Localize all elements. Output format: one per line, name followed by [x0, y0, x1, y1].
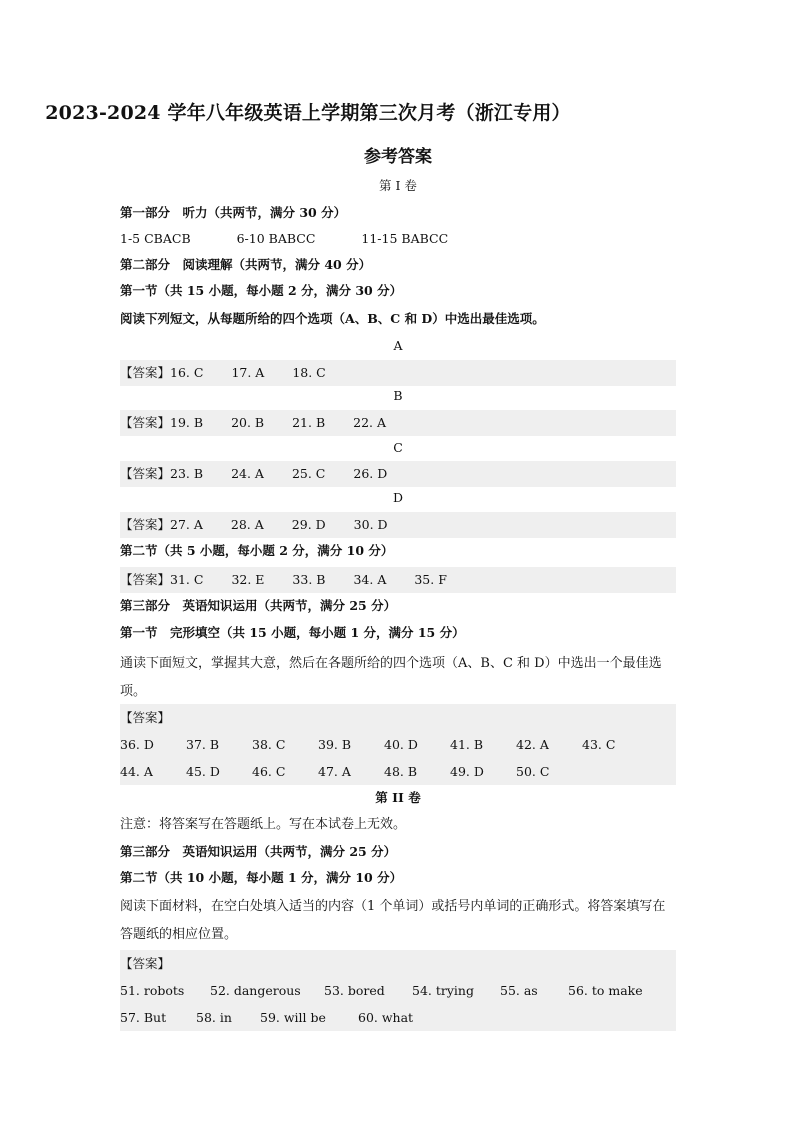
- answer-label: 【答案】: [120, 710, 171, 725]
- answer-item: 46. C: [252, 764, 286, 779]
- answer-item: 30. D: [353, 517, 388, 532]
- answer-item: 59. will be: [260, 1010, 326, 1025]
- answer-item: 28. A: [230, 517, 264, 532]
- answer-item: 21. B: [292, 415, 326, 430]
- answer-item: 37. B: [186, 737, 220, 752]
- note: 注意：将答案写在答题纸上。写在本试卷上无效。: [120, 817, 407, 832]
- cloze-heading: 第一节 完形填空（共 15 小题，每小题 1 分，满分 15 分）: [120, 625, 465, 640]
- passage-c-answers: [120, 461, 676, 487]
- section-2-heading: 第二节（共 5 小题，每小题 2 分，满分 10 分）: [120, 543, 394, 558]
- answer-item: 53. bored: [324, 983, 385, 998]
- answer-item: 35. F: [414, 572, 447, 587]
- volume-1-heading: 第 I 卷: [379, 178, 417, 193]
- listening-1-5: 1-5 CBACB: [120, 231, 191, 246]
- answer-item: 55. as: [500, 983, 538, 998]
- answer-item: 24. A: [231, 466, 264, 481]
- answer-item: 41. B: [450, 737, 484, 752]
- answer-item: 44. A: [120, 764, 153, 779]
- section-1-heading: 第一节（共 15 小题，每小题 2 分，满分 30 分）: [120, 283, 403, 298]
- part-3b-heading: 第三部分 英语知识运用（共两节，满分 25 分）: [120, 844, 397, 859]
- passage-letter-c: C: [393, 440, 403, 455]
- section-2b-heading: 第二节（共 10 小题，每小题 1 分，满分 10 分）: [120, 870, 403, 885]
- answer-item: 54. trying: [412, 983, 474, 998]
- answer-item: 16. C: [170, 365, 204, 380]
- answer-item: 57. But: [120, 1010, 167, 1025]
- fill-row-2: [120, 1004, 676, 1031]
- answer-item: 29. D: [291, 517, 326, 532]
- answer-item: 22. A: [353, 415, 387, 430]
- answer-item: 47. A: [318, 764, 351, 779]
- answer-item: 25. C: [291, 466, 326, 481]
- passage-letter-b: B: [393, 388, 403, 403]
- answer-item: 27. A: [170, 517, 203, 532]
- answer-item: 49. D: [450, 764, 484, 779]
- answer-label: 【答案】: [120, 517, 171, 532]
- answer-item: 26. D: [353, 466, 388, 481]
- subtitle: 参考答案: [364, 147, 432, 167]
- listening-answers: [120, 230, 676, 248]
- document-title: 2023-2024 学年八年级英语上学期第三次月考（浙江专用）: [45, 102, 571, 124]
- section-2-answers: [120, 567, 676, 593]
- passage-b-answers: [120, 410, 676, 436]
- answer-item: 58. in: [196, 1010, 232, 1025]
- fill-answers-block: [120, 950, 676, 1031]
- answer-item: 19. B: [170, 415, 204, 430]
- reading-instructions: 阅读下列短文，从每题所给的四个选项（A、B、C 和 D）中选出最佳选项。: [120, 311, 545, 326]
- cloze-row-2: [120, 758, 676, 785]
- passage-letter-d: D: [392, 490, 404, 505]
- fill-row-1: [120, 977, 676, 1004]
- cloze-row-1: [120, 731, 676, 758]
- fill-instructions: 阅读下面材料，在空白处填入适当的内容（1 个单词）或括号内单词的正确形式。将答案填写在答题纸的相应位置。: [120, 899, 666, 942]
- answer-item: 33. B: [292, 572, 326, 587]
- answer-item: 20. B: [231, 415, 265, 430]
- answer-item: 40. D: [384, 737, 418, 752]
- passage-a-answers: [120, 360, 676, 386]
- answer-label: 【答案】: [120, 466, 171, 481]
- cloze-answers-block: [120, 704, 676, 785]
- passage-letter-a: A: [393, 338, 403, 353]
- answer-item: 17. A: [231, 365, 265, 380]
- answer-label: 【答案】: [120, 415, 171, 430]
- answer-item: 18. C: [292, 365, 326, 380]
- answer-item: 42. A: [516, 737, 549, 752]
- answer-item: 38. C: [252, 737, 286, 752]
- answer-item: 50. C: [516, 764, 550, 779]
- listening-11-15: 11-15 BABCC: [361, 231, 449, 246]
- answer-label: 【答案】: [120, 365, 171, 380]
- passage-d-answers: [120, 512, 676, 538]
- answer-item: 52. dangerous: [210, 983, 301, 998]
- part-2-heading: 第二部分 阅读理解（共两节，满分 40 分）: [120, 257, 372, 272]
- part-3-heading: 第三部分 英语知识运用（共两节，满分 25 分）: [120, 598, 397, 613]
- answer-item: 34. A: [353, 572, 387, 587]
- answer-item: 39. B: [318, 737, 352, 752]
- answer-item: 31. C: [170, 572, 204, 587]
- answer-item: 43. C: [582, 737, 616, 752]
- answer-item: 32. E: [231, 572, 265, 587]
- answer-item: 51. robots: [120, 983, 185, 998]
- listening-6-10: 6-10 BABCC: [236, 231, 316, 246]
- part-1-heading: 第一部分 听力（共两节，满分 30 分）: [120, 205, 347, 220]
- answer-item: 48. B: [384, 764, 418, 779]
- answer-item: 45. D: [186, 764, 220, 779]
- answer-item: 36. D: [120, 737, 154, 752]
- volume-2-heading: 第 II 卷: [375, 790, 421, 805]
- answer-item: 23. B: [170, 466, 204, 481]
- answer-item: 56. to make: [568, 983, 643, 998]
- answer-label: 【答案】: [120, 572, 171, 587]
- cloze-instructions: 通读下面短文，掌握其大意，然后在各题所给的四个选项（A、B、C 和 D）中选出一个最佳选项。: [120, 656, 662, 699]
- answer-item: 60. what: [358, 1010, 414, 1025]
- answer-label: 【答案】: [120, 956, 171, 971]
